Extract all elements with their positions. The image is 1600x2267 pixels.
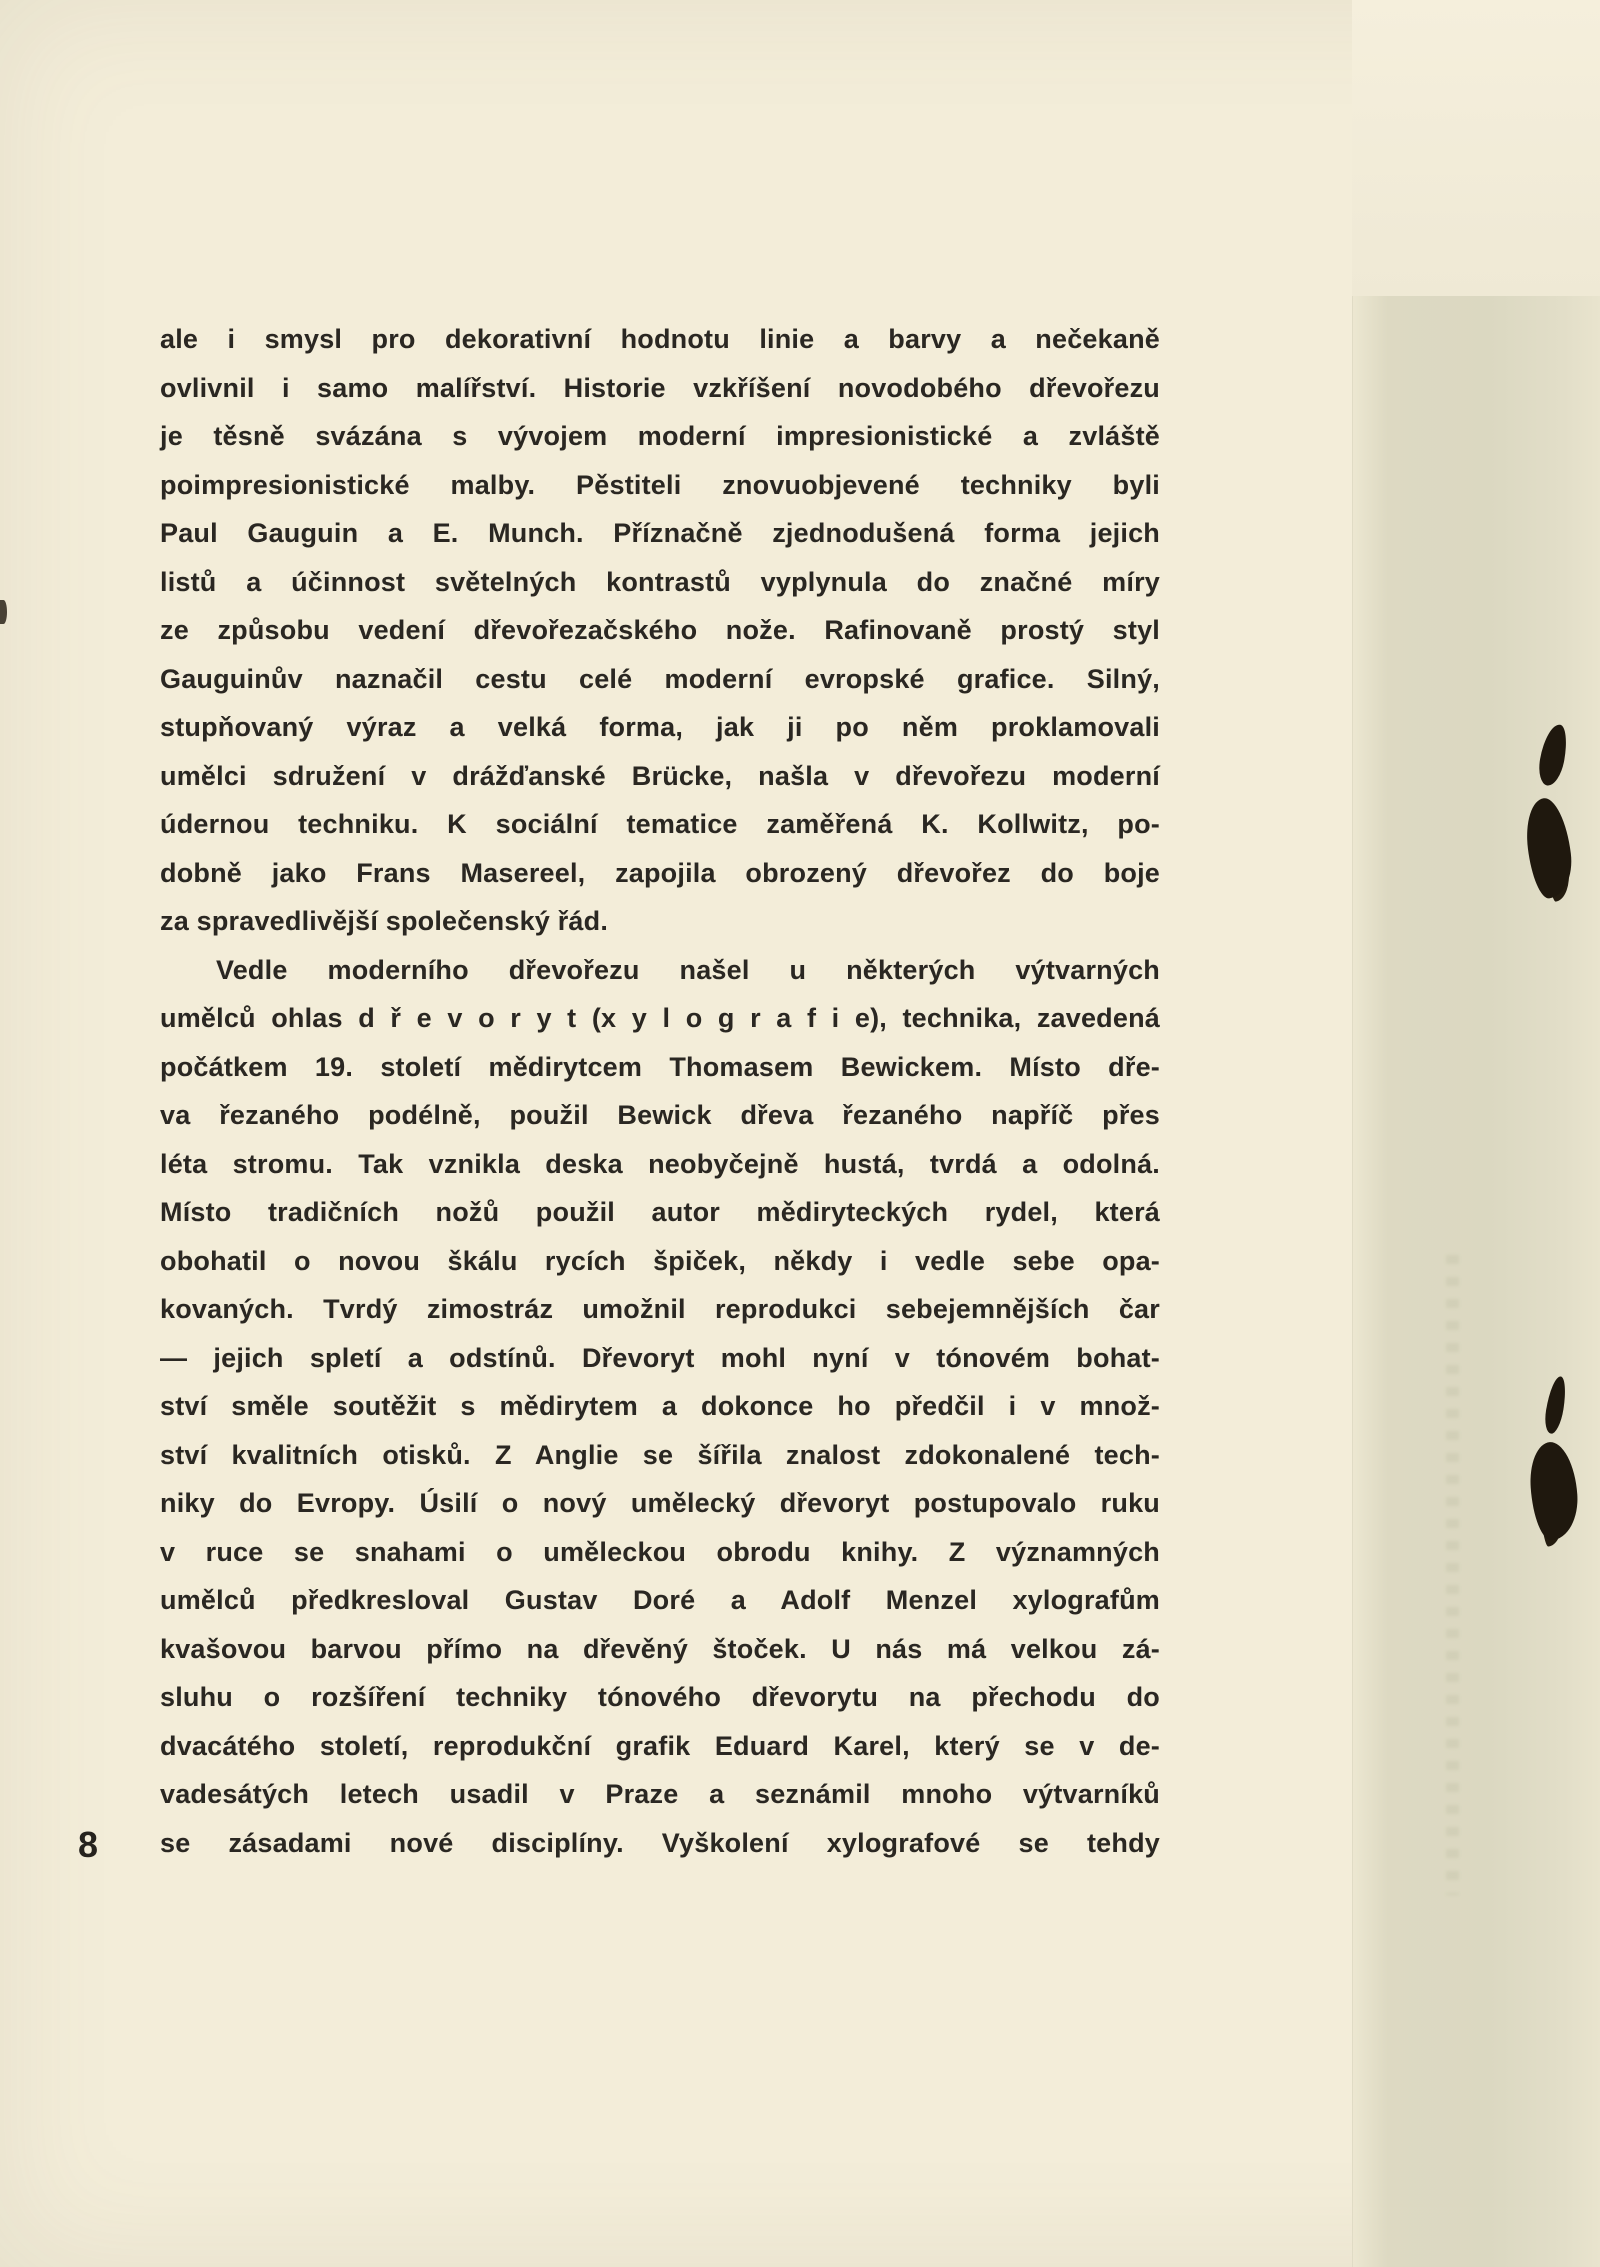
text-line: ze způsobu vedení dřevořezačského nože. Rafinovaně prostý styl — [160, 615, 1160, 645]
text-line: Gauguinův naznačil cestu celé moderní evropské grafice. Silný, — [160, 663, 1160, 694]
text-line: za spravedlivější společenský řád. — [160, 906, 609, 936]
text-line: počátkem 19. století mědirytcem Thomasem Bewickem. Místo dře- — [160, 1051, 1160, 1082]
text-line: listů a účinnost světelných kontrastů vyplynula do značné míry — [160, 566, 1160, 597]
text-line: dvacátého století, reprodukční grafik Eduard Karel, který se v de- — [160, 1730, 1160, 1761]
page-edge-shadow — [1352, 296, 1600, 2267]
text-line: obohatil o novou škálu rycích špiček, někdy i vedle sebe opa- — [160, 1245, 1160, 1276]
text-line: ale i smysl pro dekorativní hodnotu linie a barvy a nečekaně — [160, 324, 1160, 354]
paragraph — [160, 946, 1160, 1868]
text-line: se zásadami nové disciplíny. Vyškolení xylografové se tehdy — [160, 1827, 1160, 1858]
text-line: poimpresionistické malby. Pěstiteli znovuobjevené techniky byli — [160, 469, 1160, 500]
text-line: Paul Gauguin a E. Munch. Příznačně zjednodušená forma jejich — [160, 518, 1160, 548]
reverse-side-show-through — [1446, 1255, 1459, 1895]
text-line: ovlivnil i samo malířství. Historie vzkříšení novodobého dřevořezu — [160, 372, 1160, 403]
text-line: Místo tradičních nožů použil autor mědiryteckých rydel, která — [160, 1197, 1160, 1227]
text-line: ství směle soutěžit s mědirytem a dokonce ho předčil i v množ- — [160, 1391, 1160, 1421]
text-line: stupňovaný výraz a velká forma, jak ji po něm proklamovali — [160, 712, 1160, 742]
text-line: je těsně svázána s vývojem moderní impresionistické a zvláště — [160, 421, 1160, 451]
paragraph — [160, 315, 1160, 946]
page-edge-top — [1352, 0, 1600, 296]
text-line: umělci sdružení v drážďanské Brücke, našla v dřevořezu moderní — [160, 760, 1160, 791]
text-line: v ruce se snahami o uměleckou obrodu knihy. Z významných — [160, 1536, 1160, 1567]
text-line: — jejich spletí a odstínů. Dřevoryt mohl nyní v tónovém bohat- — [160, 1342, 1160, 1373]
text-line: niky do Evropy. Úsilí o nový umělecký dřevoryt postupovalo ruku — [160, 1488, 1160, 1518]
text-line: umělců předkresloval Gustav Doré a Adolf Menzel xylografům — [160, 1585, 1160, 1615]
text-line: sluhu o rozšíření techniky tónového dřevorytu na přechodu do — [160, 1682, 1160, 1712]
text-line: léta stromu. Tak vznikla deska neobyčejně hustá, tvrdá a odolná. — [160, 1148, 1160, 1179]
text-line: údernou techniku. K sociální tematice zaměřená K. Kollwitz, po- — [160, 809, 1160, 839]
text-line: va řezaného podélně, použil Bewick dřeva řezaného napříč přes — [160, 1100, 1160, 1130]
left-edge-speck — [0, 600, 7, 624]
text-line: umělců ohlas d ř e v o r y t (x y l o g r a f i e), technika, zavedená — [160, 1003, 1160, 1033]
text-line: vadesátých letech usadil v Praze a seznámil mnoho výtvarníků — [160, 1779, 1160, 1809]
text-line: kovaných. Tvrdý zimostráz umožnil reprodukci sebejemnějších čar — [160, 1294, 1160, 1324]
text-line: dobně jako Frans Masereel, zapojila obrozený dřevořez do boje — [160, 857, 1160, 888]
body-text-block — [160, 315, 1160, 1867]
text-line: kvašovou barvou přímo na dřevěný štoček. U nás má velkou zá- — [160, 1633, 1160, 1664]
text-line: Vedle moderního dřevořezu našel u některých výtvarných — [216, 954, 1160, 985]
page-number: 8 — [78, 1824, 99, 1865]
text-line: ství kvalitních otisků. Z Anglie se šířila znalost zdokonalené tech- — [160, 1439, 1160, 1470]
